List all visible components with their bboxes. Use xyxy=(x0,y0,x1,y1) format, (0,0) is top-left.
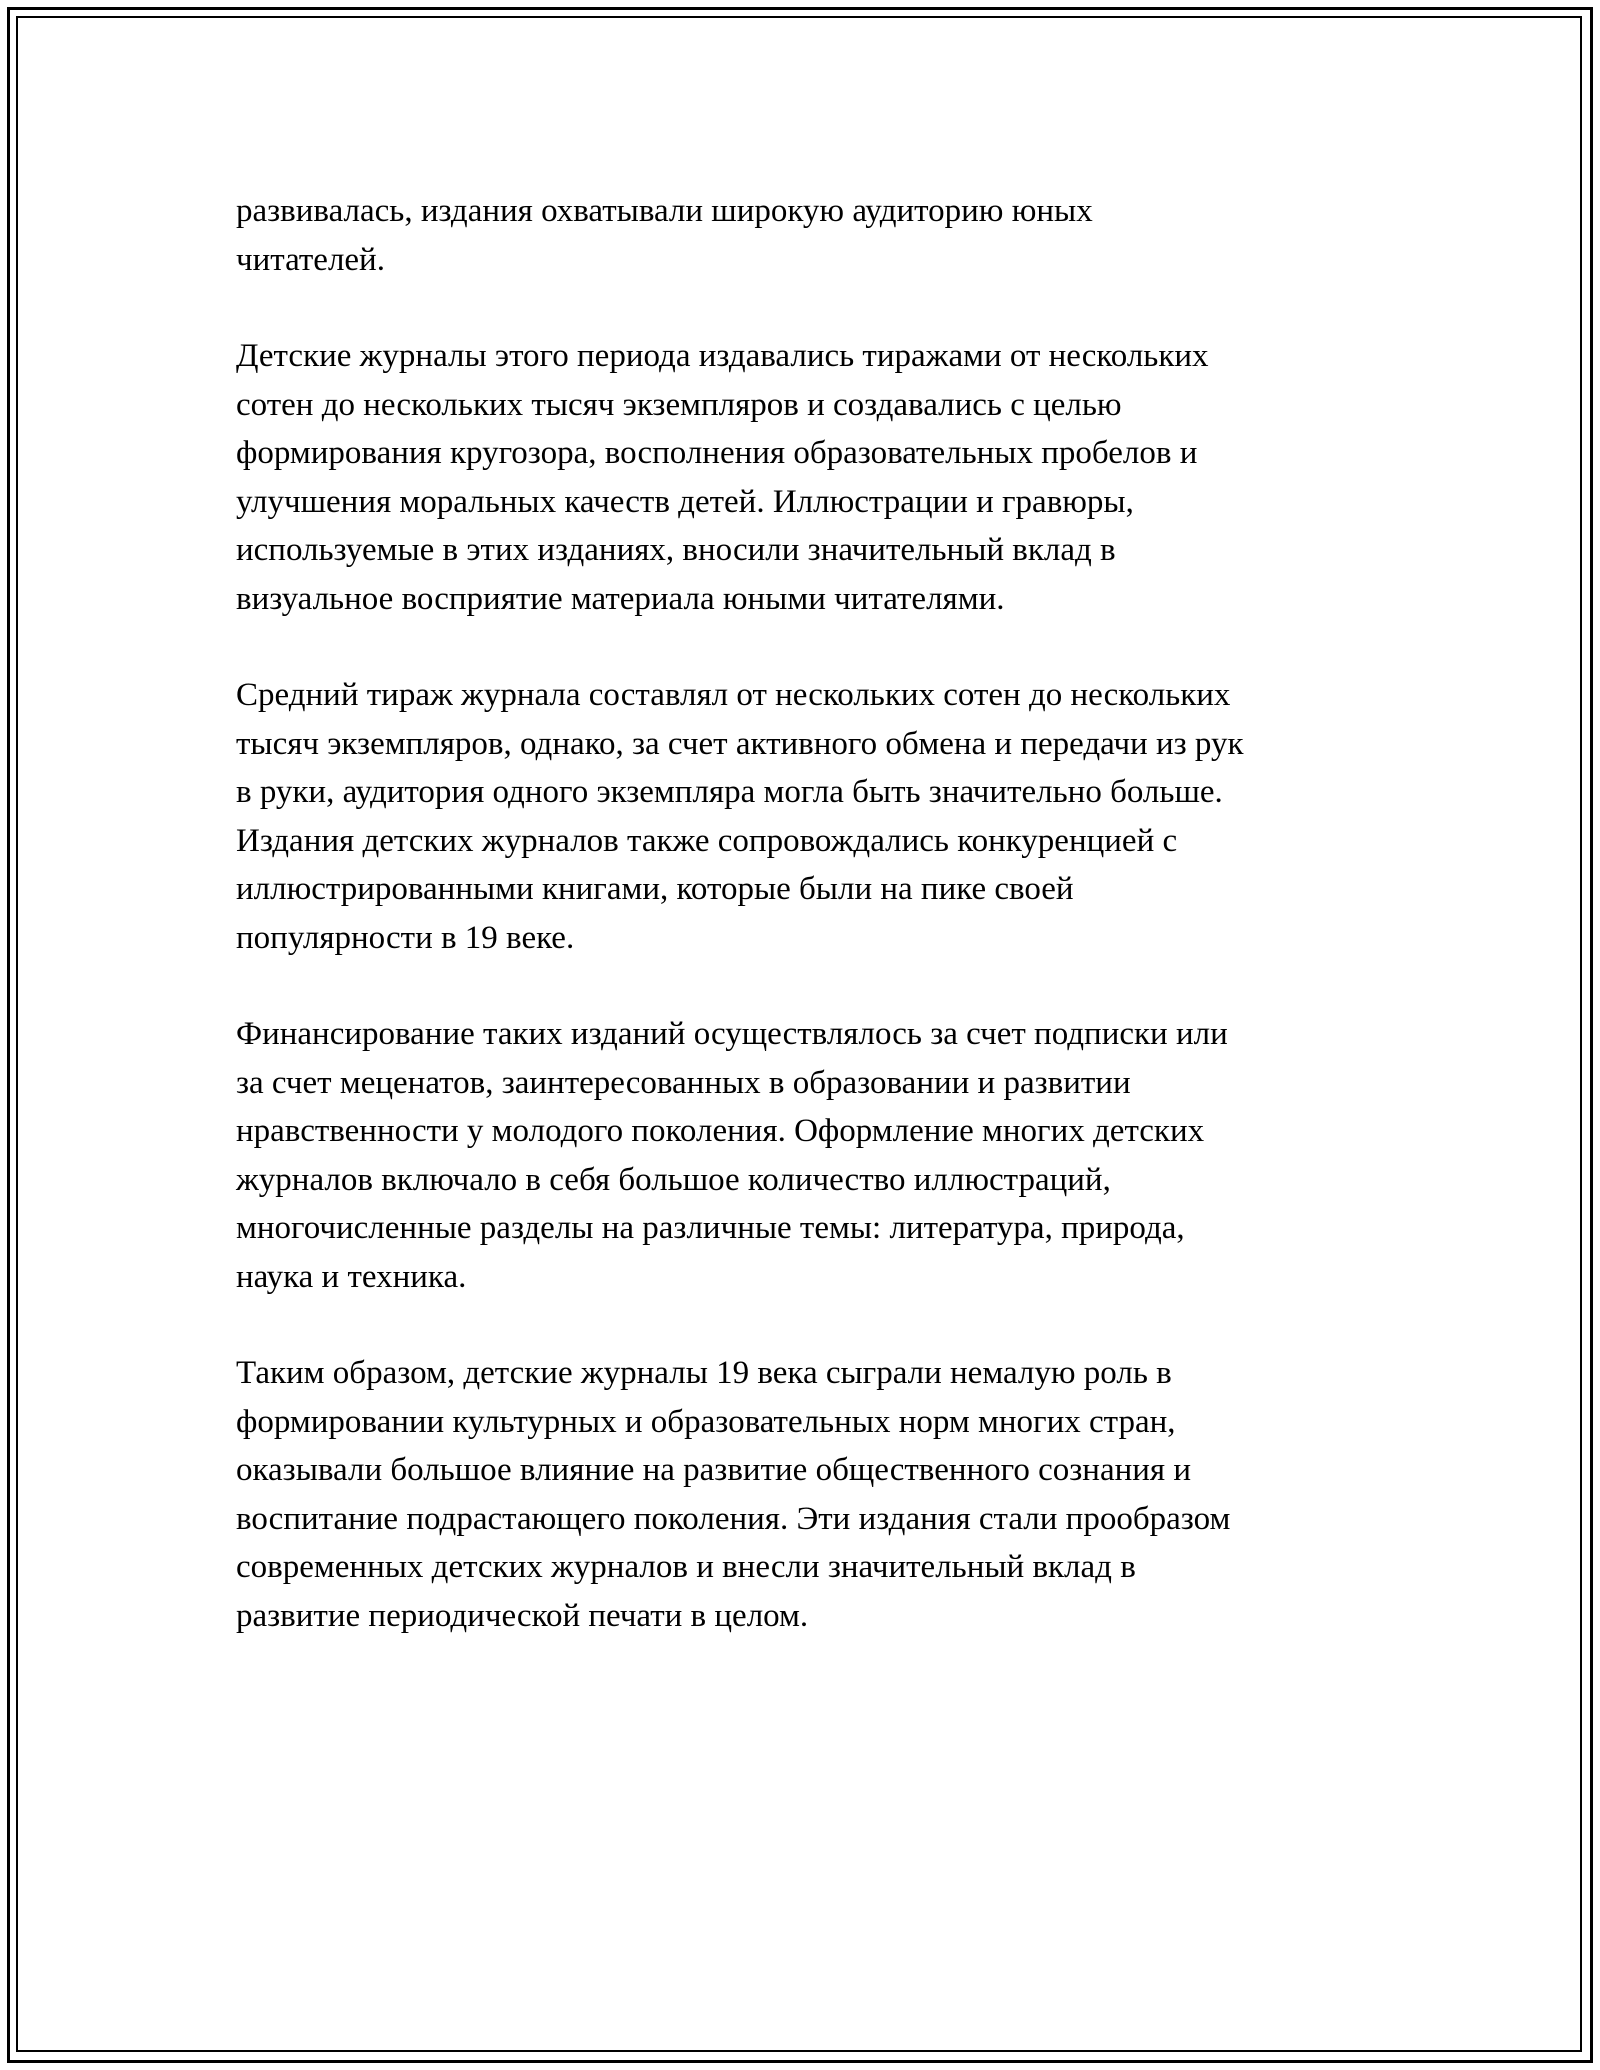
text-line: иллюстрированными книгами, которые были на пике своей xyxy=(236,871,1074,907)
text-line: воспитание подрастающего поколения. Эти издания стали прообразом xyxy=(236,1500,1231,1537)
text-line: Средний тираж журнала составлял от нескольких сотен до нескольких xyxy=(236,677,1231,713)
text-line: формирования кругозора, восполнения образовательных пробелов и xyxy=(236,435,1198,471)
text-line: Издания детских журналов также сопровождались конкуренцией с xyxy=(236,822,1178,859)
text-line: за счет меценатов, заинтересованных в образовании и развитии xyxy=(236,1064,1131,1101)
text-line: визуальное восприятие материала юными читателями. xyxy=(236,580,1005,617)
text-line: развитие периодической печати в целом. xyxy=(236,1597,809,1634)
text-line: улучшения моральных качеств детей. Иллюстрации и гравюры, xyxy=(236,483,1134,520)
paragraph-1 xyxy=(236,187,1376,284)
text-line: Финансирование таких изданий осуществлялось за счет подписки или xyxy=(236,1016,1228,1052)
text-line: Детские журналы этого периода издавались тиражами от нескольких xyxy=(236,338,1209,374)
paragraph-2 xyxy=(236,332,1376,623)
text-line: популярности в 19 веке. xyxy=(236,919,575,956)
text-line: оказывали большое влияние на развитие общественного сознания и xyxy=(236,1452,1192,1488)
text-line: формировании культурных и образовательных норм многих стран, xyxy=(236,1403,1176,1440)
text-line: наука и техника. xyxy=(236,1258,467,1295)
paragraph-5 xyxy=(236,1349,1376,1640)
text-line: тысяч экземпляров, однако, за счет активного обмена и передачи из рук xyxy=(236,725,1244,762)
text-line: журналов включало в себя большое количество иллюстраций, xyxy=(236,1161,1111,1198)
text-line: читателей. xyxy=(236,241,385,278)
paragraph-4 xyxy=(236,1010,1376,1301)
text-line: современных детских журналов и внесли значительный вклад в xyxy=(236,1549,1136,1585)
text-line: используемые в этих изданиях, вносили значительный вклад в xyxy=(236,532,1116,568)
document-body xyxy=(236,187,1376,1688)
text-line: развивалась, издания охватывали широкую аудиторию юных xyxy=(236,193,1093,229)
text-line: нравственности у молодого поколения. Оформление многих детских xyxy=(236,1113,1205,1149)
text-line: в руки, аудитория одного экземпляра могла быть значительно больше. xyxy=(236,774,1223,810)
text-line: многочисленные разделы на различные темы: литература, природа, xyxy=(236,1210,1185,1246)
text-line: Таким образом, детские журналы 19 века сыграли немалую роль в xyxy=(236,1355,1172,1391)
paragraph-3 xyxy=(236,671,1376,962)
text-line: сотен до нескольких тысяч экземпляров и создавались с целью xyxy=(236,386,1122,423)
